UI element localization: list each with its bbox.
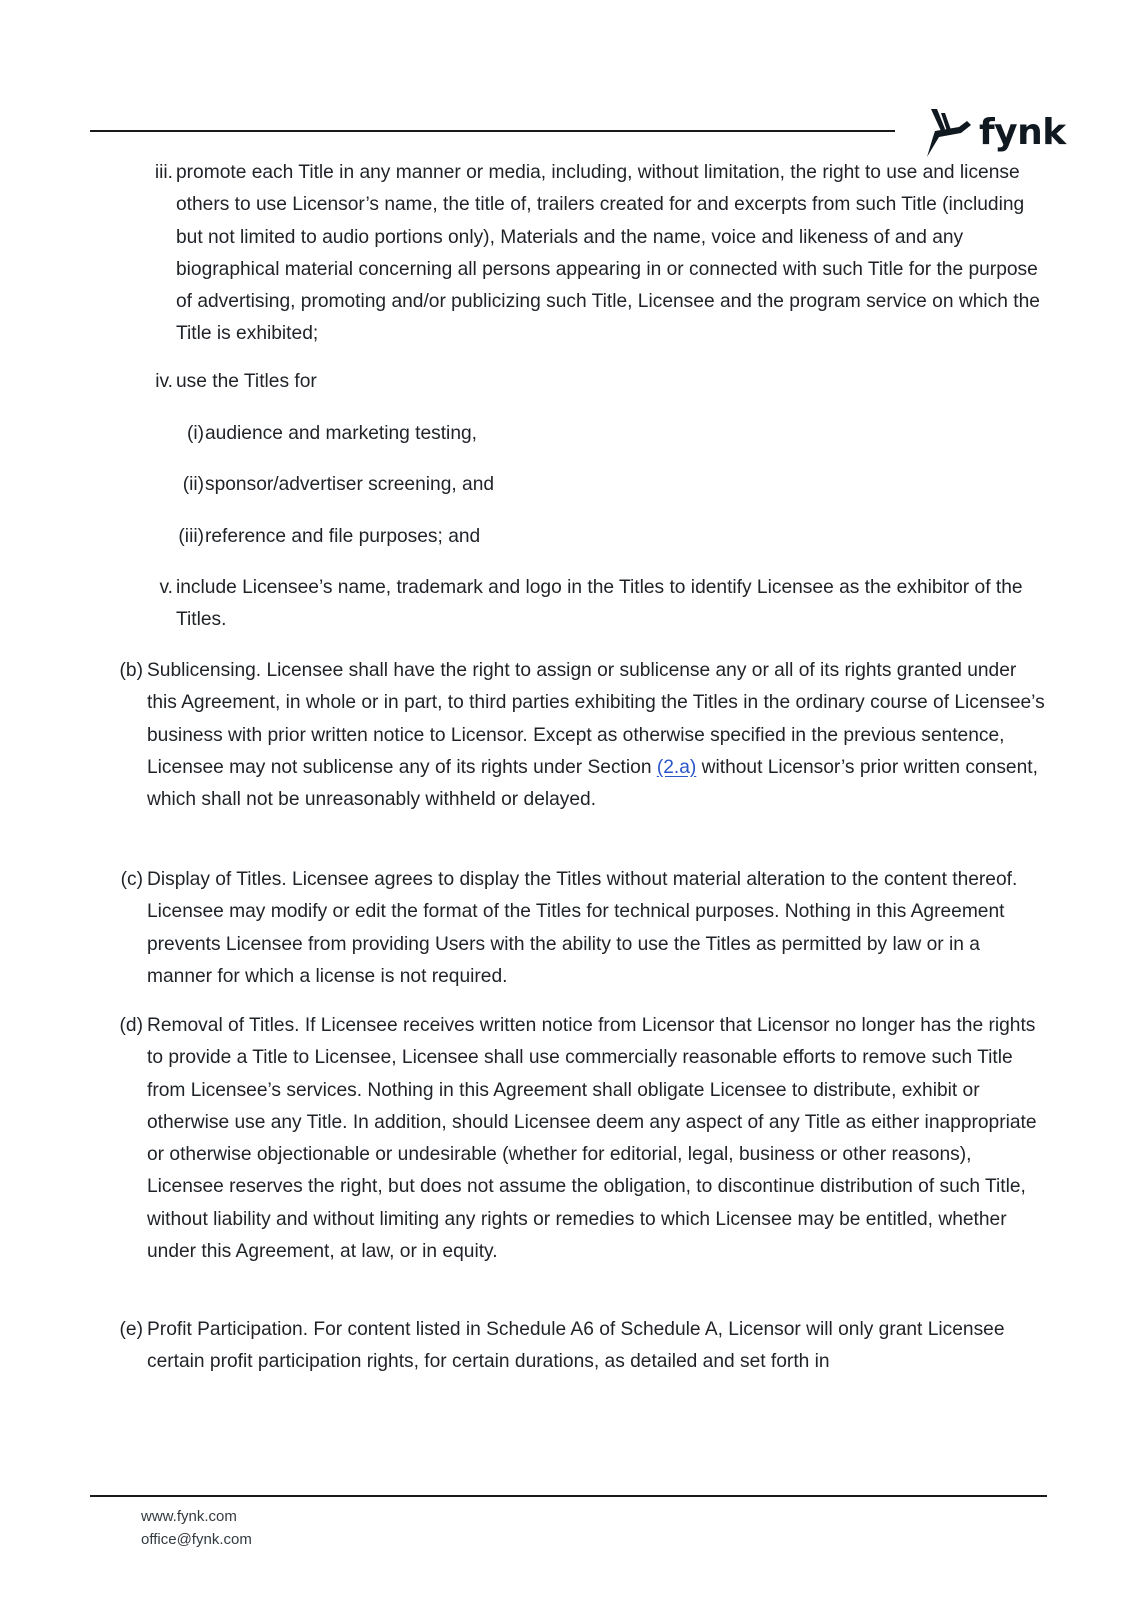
- footer-divider: [90, 1495, 1047, 1497]
- sub-clause-text: sponsor/advertiser screening, and: [205, 474, 495, 495]
- header-divider: [90, 130, 895, 132]
- footer-website[interactable]: www.fynk.com: [141, 1508, 237, 1525]
- clause-a-iv: [155, 366, 1056, 398]
- clause-marker: (c): [120, 869, 143, 890]
- clause-a-iv-i: [186, 418, 1005, 450]
- clause-marker: (d): [119, 1015, 143, 1036]
- clause-a-v: [159, 572, 1056, 637]
- clause-text-continued: without Licensor’s prior written consent, which shall not be unreasonably withheld or delayed.: [147, 756, 1038, 811]
- bird-logo-icon: [925, 107, 975, 159]
- clause-a-iii: [154, 157, 1056, 351]
- sub-clause-text: reference and file purposes; and: [205, 526, 481, 547]
- brand-logo: [925, 105, 1066, 161]
- clause-c-display-of-titles: [120, 864, 1047, 993]
- clause-a-iv-ii: [182, 469, 1005, 501]
- clause-text: Sublicensing. Licensee shall have the right to assign or sublicense any or all of its rights granted under this Agreement, in whole or in part, to third parties exhibiting the Titles in the ordinary course of Licensee’s business with prior written notice to Licensor. Except as otherwise specified in the previous sentence, Licensee may not sublicense any of its rights under Section: [147, 660, 1045, 778]
- clause-text: use the Titles for: [176, 371, 317, 392]
- clause-text: include Licensee’s name, trademark and logo in the Titles to identify Licensee as the exhibitor of the Titles.: [176, 577, 1023, 631]
- clause-e-profit-participation: [119, 1314, 1047, 1379]
- clause-a-iv-iii: [178, 521, 1005, 553]
- clause-marker: iv.: [155, 371, 173, 392]
- sub-clause-marker: (i): [186, 423, 204, 444]
- clause-text: Display of Titles. Licensee agrees to display the Titles without material alteration to the content thereof. Licensee may modify or edit the format of the Titles for technical purposes. Nothing in this Agreement prevents Licensee from providing Users with the ability to use the Titles as permitted by law or in a manner for which a license is not required.: [147, 869, 1018, 987]
- clause-text: Profit Participation. For content listed in Schedule A6 of Schedule A, Licensor will only grant Licensee certain profit participation rights, for certain durations, as detailed and set forth in: [147, 1319, 1005, 1373]
- clause-d-removal-of-titles: [119, 1010, 1047, 1268]
- footer-email[interactable]: office@fynk.com: [141, 1531, 252, 1548]
- clause-marker: (b): [119, 660, 143, 681]
- sub-clause-text: audience and marketing testing,: [205, 423, 477, 444]
- clause-marker: (e): [119, 1319, 143, 1340]
- clause-text: Removal of Titles. If Licensee receives written notice from Licensor that Licensor no longer has the rights to provide a Title to Licensee, Licensee shall use commercially reasonable efforts to remove such Title from Licensee’s services. Nothing in this Agreement shall obligate Licensee to distribute, exhibit or otherwise use any Title. In addition, should Licensee deem any aspect of any Title as either inappropriate or otherwise objectionable or undesirable (whether for editorial, legal, business or other reasons), Licensee reserves the right, but does not assume the obligation, to discontinue distribution of such Title, without liability and without limiting any rights or remedies to which Licensee may be entitled, whether under this Agreement, at law, or in equity.: [147, 1015, 1037, 1263]
- clause-b-sublicensing: [119, 655, 1047, 816]
- clause-marker: iii.: [154, 162, 173, 183]
- sub-clause-marker: (ii): [182, 474, 204, 495]
- brand-name: fynk: [979, 112, 1066, 153]
- sub-clause-marker: (iii): [178, 526, 204, 547]
- clause-marker: v.: [159, 577, 173, 598]
- clause-text: promote each Title in any manner or media, including, without limitation, the right to use and license others to use Licensor’s name, the title of, trailers created for and excerpts from such Title (including but not limited to audio portions only), Materials and the name, voice and likeness of and any biographical material concerning all persons appearing in or connected with such Title for the purpose of advertising, promoting and/or publicizing such Title, Licensee and the program service on which the Title is exhibited;: [176, 162, 1040, 345]
- section-2a-link[interactable]: (2.a): [656, 756, 697, 778]
